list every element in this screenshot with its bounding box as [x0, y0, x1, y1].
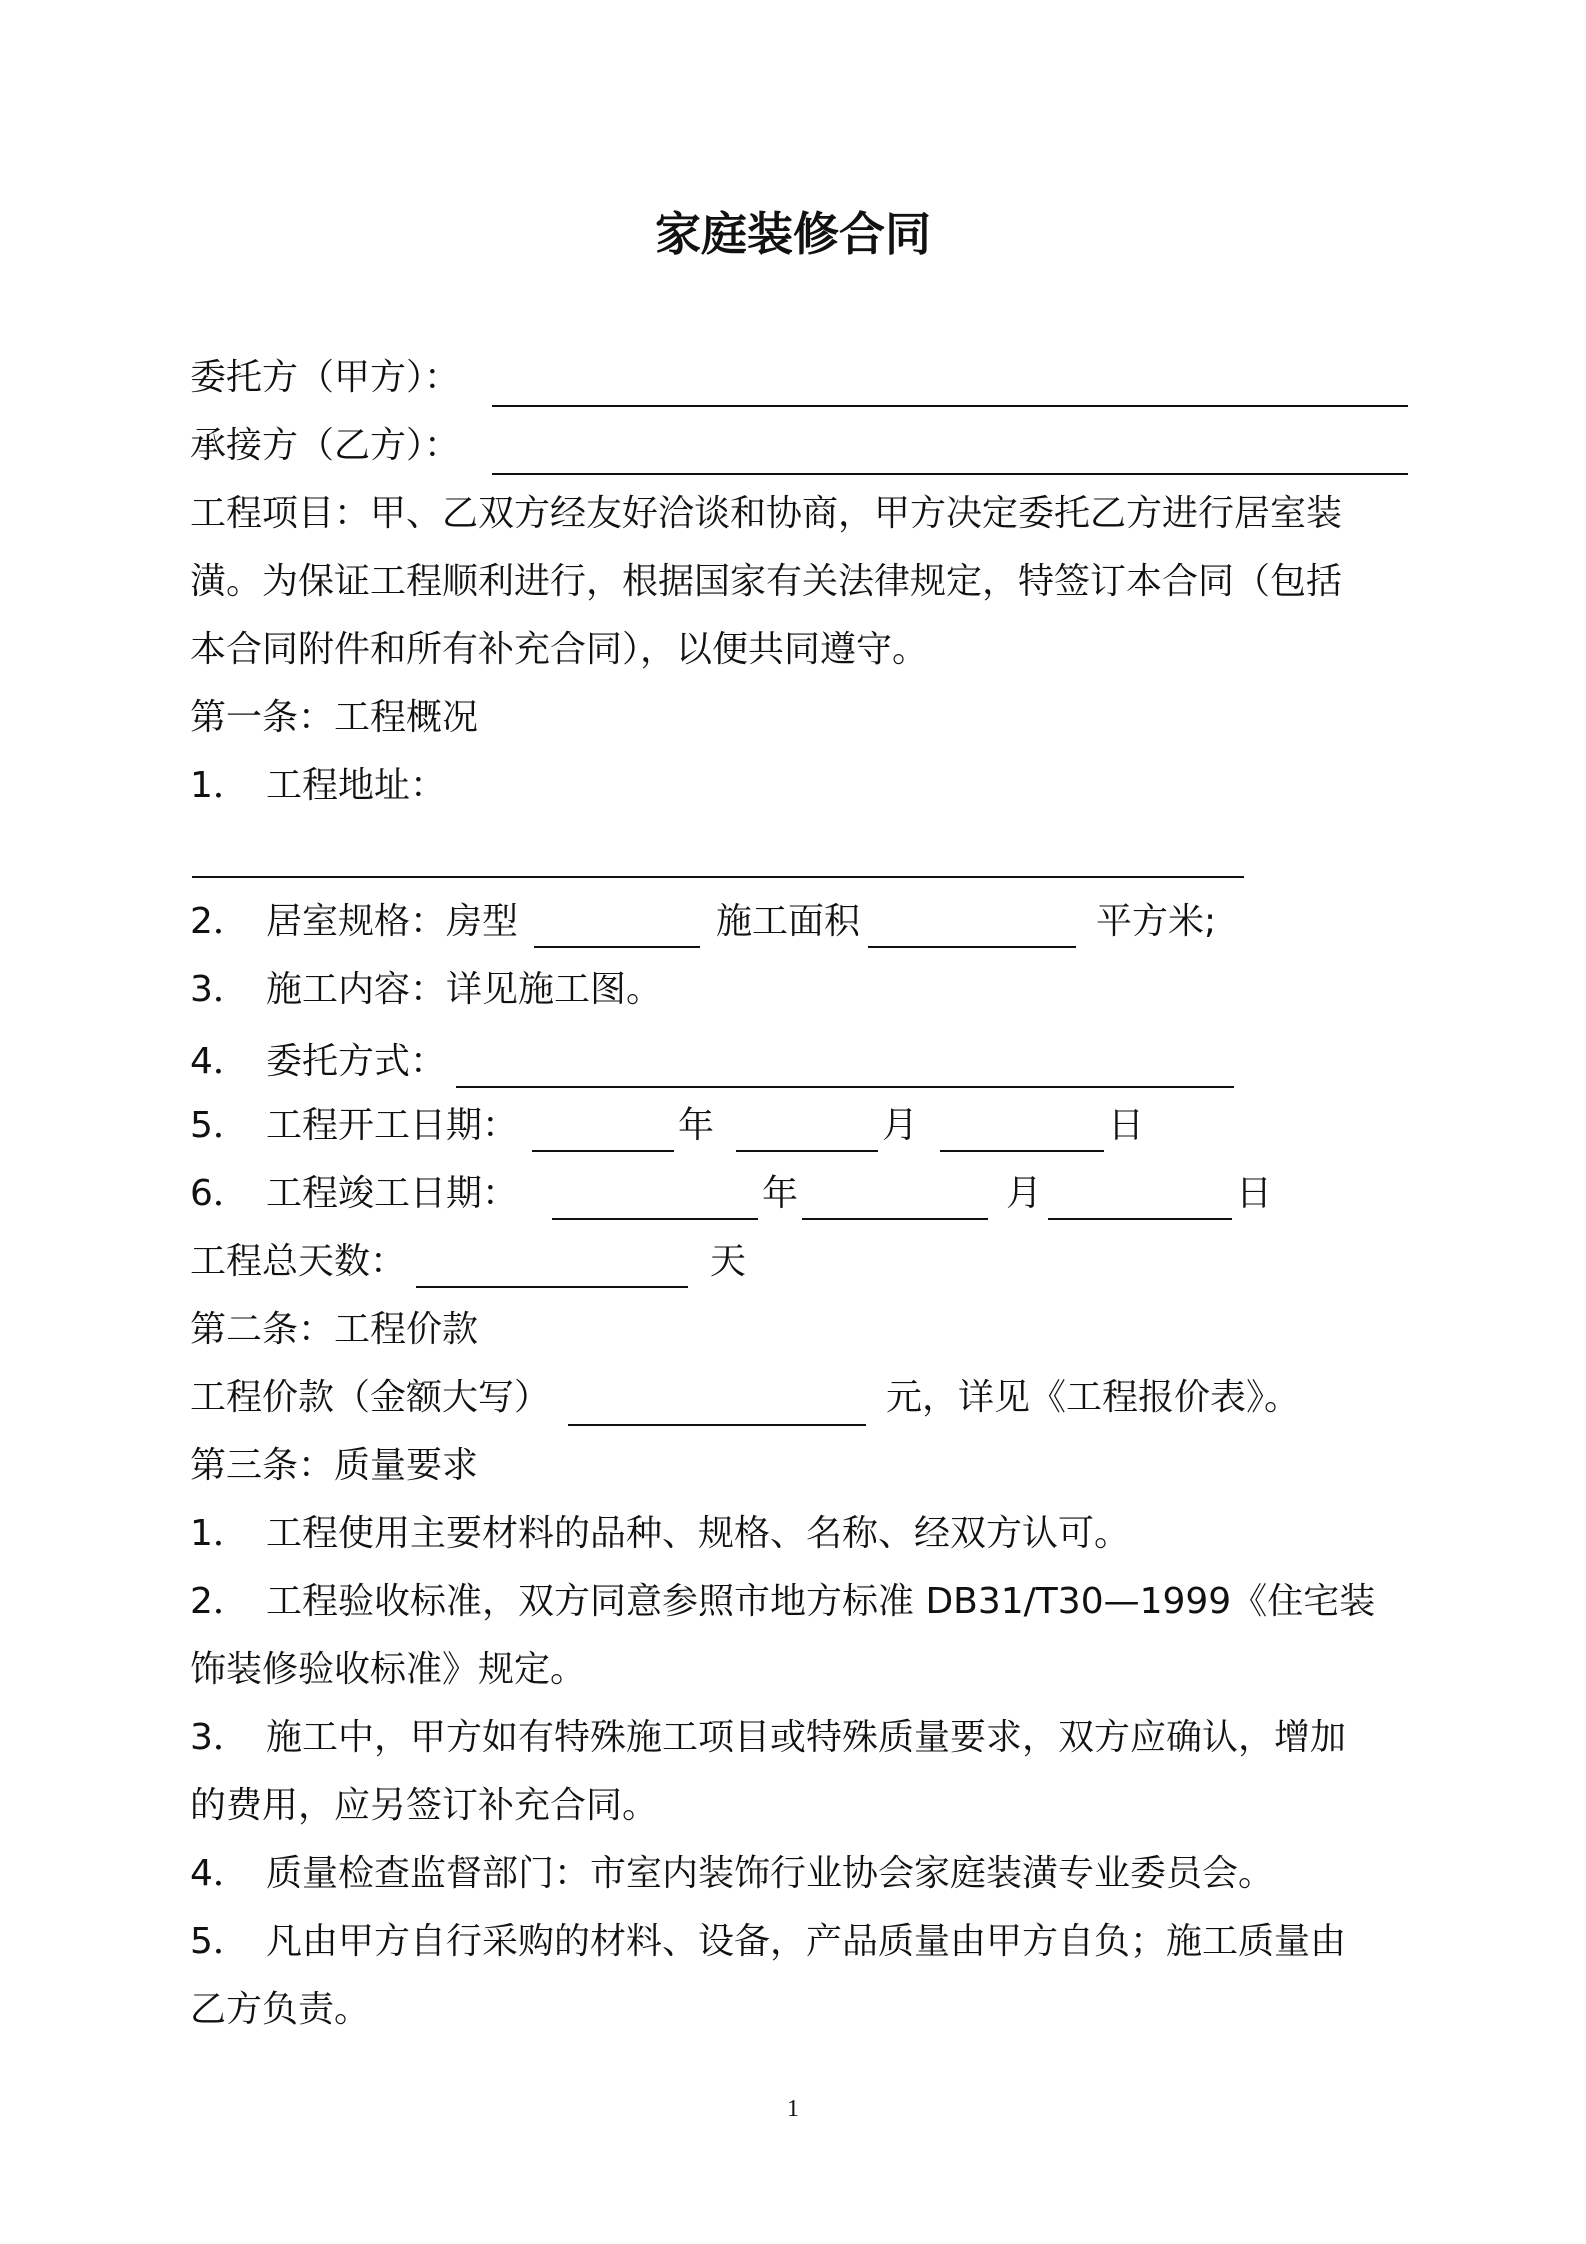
commission-method-label: 委托方式： [266, 1041, 447, 1082]
total-days-field[interactable] [416, 1286, 688, 1288]
document-title: 家庭装修合同 [655, 207, 931, 261]
start-year-field[interactable] [532, 1150, 674, 1152]
end-day-unit: 日 [1236, 1173, 1273, 1214]
quality-item-text: 工程验收标准，双方同意参照市地方标准 DB31/T30—1999《住宅装 [266, 1581, 1376, 1622]
room-spec-label: 居室规格：房型 [266, 901, 519, 942]
area-label: 施工面积 [716, 901, 861, 942]
item-number: 1． [190, 1513, 249, 1554]
item-number: 4． [190, 1041, 249, 1082]
item-number: 3． [190, 1717, 249, 1758]
end-date-label: 工程竣工日期： [266, 1173, 519, 1214]
commission-method-field[interactable] [456, 1086, 1234, 1088]
start-date-label: 工程开工日期： [266, 1105, 519, 1146]
start-day-unit: 日 [1108, 1105, 1145, 1146]
address-label: 工程地址： [266, 765, 447, 806]
address-field[interactable] [192, 876, 1244, 878]
start-year-unit: 年 [678, 1105, 715, 1146]
price-field[interactable] [568, 1424, 866, 1426]
price-label: 工程价款（金额大写） [190, 1377, 551, 1418]
end-day-field[interactable] [1048, 1218, 1232, 1220]
quality-item-text: 的费用，应另签订补充合同。 [190, 1785, 659, 1826]
item-number: 5． [190, 1105, 249, 1146]
start-month-unit: 月 [882, 1105, 919, 1146]
intro-line: 潢。为保证工程顺利进行，根据国家有关法律规定，特签订本合同（包括 [190, 561, 1343, 602]
end-month-field[interactable] [802, 1218, 988, 1220]
intro-line: 工程项目：甲、乙双方经友好洽谈和协商，甲方决定委托乙方进行居室装 [190, 493, 1343, 534]
quality-item-text: 质量检查监督部门：市室内装饰行业协会家庭装潢专业委员会。 [266, 1853, 1275, 1894]
item-number: 6． [190, 1173, 249, 1214]
item-number: 3． [190, 969, 249, 1010]
construction-content: 施工内容：详见施工图。 [266, 969, 663, 1010]
party-b-field[interactable] [492, 473, 1408, 475]
quality-item-text: 施工中，甲方如有特殊施工项目或特殊质量要求，双方应确认，增加 [266, 1717, 1347, 1758]
item-number: 2． [190, 901, 249, 942]
article3-heading: 第三条：质量要求 [190, 1445, 479, 1486]
party-a-label: 委托方（甲方）： [190, 357, 461, 398]
room-type-field[interactable] [534, 946, 700, 948]
article1-heading: 第一条：工程概况 [190, 697, 479, 738]
article2-heading: 第二条：工程价款 [190, 1309, 479, 1350]
start-month-field[interactable] [736, 1150, 878, 1152]
end-year-unit: 年 [762, 1173, 799, 1214]
quality-item-text: 凡由甲方自行采购的材料、设备，产品质量由甲方自负；施工质量由 [266, 1921, 1347, 1962]
quality-item-text: 饰装修验收标准》规定。 [190, 1649, 587, 1690]
party-a-field[interactable] [492, 405, 1408, 407]
quality-item-text: 乙方负责。 [190, 1989, 371, 2030]
party-b-label: 承接方（乙方）： [190, 425, 461, 466]
total-days-label: 工程总天数： [190, 1241, 407, 1282]
start-day-field[interactable] [940, 1150, 1104, 1152]
end-month-unit: 月 [1006, 1173, 1043, 1214]
total-days-unit: 天 [710, 1241, 747, 1282]
price-suffix: 元，详见《工程报价表》。 [886, 1377, 1301, 1418]
area-unit: 平方米; [1096, 901, 1217, 942]
item-number: 4． [190, 1853, 249, 1894]
quality-item-text: 工程使用主要材料的品种、规格、名称、经双方认可。 [266, 1513, 1131, 1554]
item-number: 5． [190, 1921, 249, 1962]
page-number: 1 [787, 2096, 799, 2122]
area-field[interactable] [868, 946, 1076, 948]
item-number: 1． [190, 765, 249, 806]
intro-line: 本合同附件和所有补充合同），以便共同遵守。 [190, 629, 929, 670]
end-year-field[interactable] [552, 1218, 758, 1220]
item-number: 2． [190, 1581, 249, 1622]
